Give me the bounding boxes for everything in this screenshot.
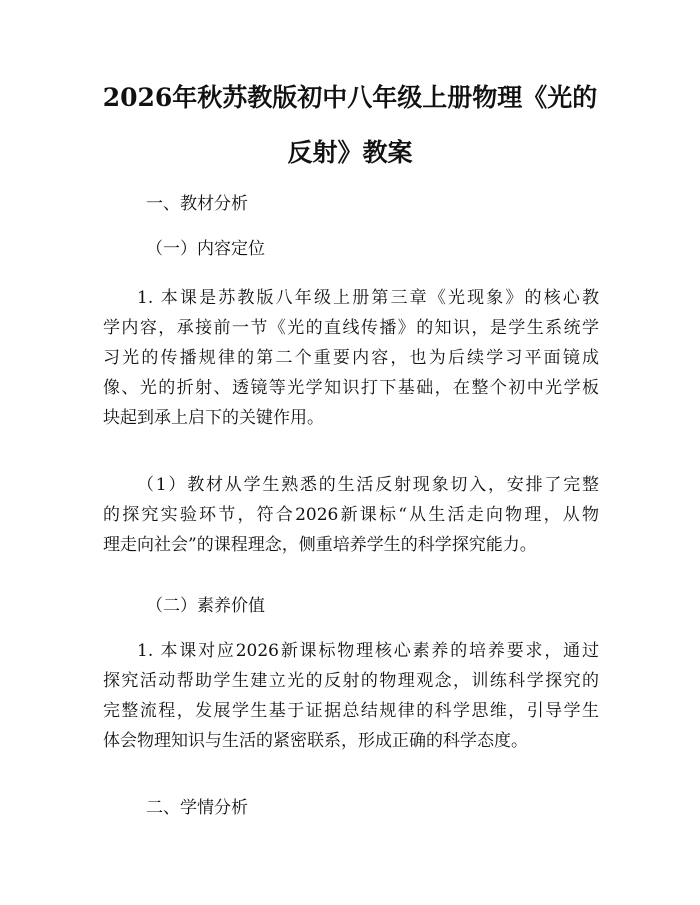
section-heading-learning-analysis: 二、学情分析 bbox=[146, 798, 248, 818]
section-heading-textbook-analysis: 一、教材分析 bbox=[146, 194, 248, 214]
paragraph-line: 探究活动帮助学生建立光的反射的物理观念，训练科学探究的 bbox=[103, 671, 599, 691]
paragraph-line: 1. 本课是苏教版八年级上册第三章《光现象》的核心教 bbox=[137, 288, 599, 308]
document-title-line-1: 2026年秋苏教版初中八年级上册物理《光的 bbox=[102, 83, 598, 112]
paragraph-line: 的探究实验环节，符合2026新课标“从生活走向物理，从物 bbox=[103, 505, 599, 525]
paragraph-content-positioning-1 bbox=[103, 283, 599, 433]
paragraph-line: 习光的传播规律的第二个重要内容，也为后续学习平面镜成 bbox=[103, 348, 599, 368]
document-title-line-2: 反射》教案 bbox=[287, 138, 413, 167]
subsection-heading-literacy-value: （二）素养价值 bbox=[146, 596, 265, 616]
paragraph-line: 块起到承上启下的关键作用。 bbox=[103, 408, 324, 428]
subsection-heading-content-positioning: （一）内容定位 bbox=[146, 239, 265, 259]
paragraph-line: （1）教材从学生熟悉的生活反射现象切入，安排了完整 bbox=[137, 475, 599, 495]
paragraph-line: 1. 本课对应2026新课标物理核心素养的培养要求，通过 bbox=[137, 641, 599, 661]
paragraph-line: 学内容，承接前一节《光的直线传播》的知识，是学生系统学 bbox=[103, 318, 599, 338]
paragraph-literacy-value-1 bbox=[103, 636, 599, 756]
paragraph-line: 体会物理知识与生活的紧密联系，形成正确的科学态度。 bbox=[103, 731, 528, 751]
paragraph-line: 完整流程，发展学生基于证据总结规律的科学思维，引导学生 bbox=[103, 701, 599, 721]
paragraph-content-positioning-2 bbox=[103, 470, 599, 560]
paragraph-line: 像、光的折射、透镜等光学知识打下基础，在整个初中光学板 bbox=[103, 378, 599, 398]
paragraph-line: 理走向社会”的课程理念，侧重培养学生的科学探究能力。 bbox=[103, 535, 537, 555]
